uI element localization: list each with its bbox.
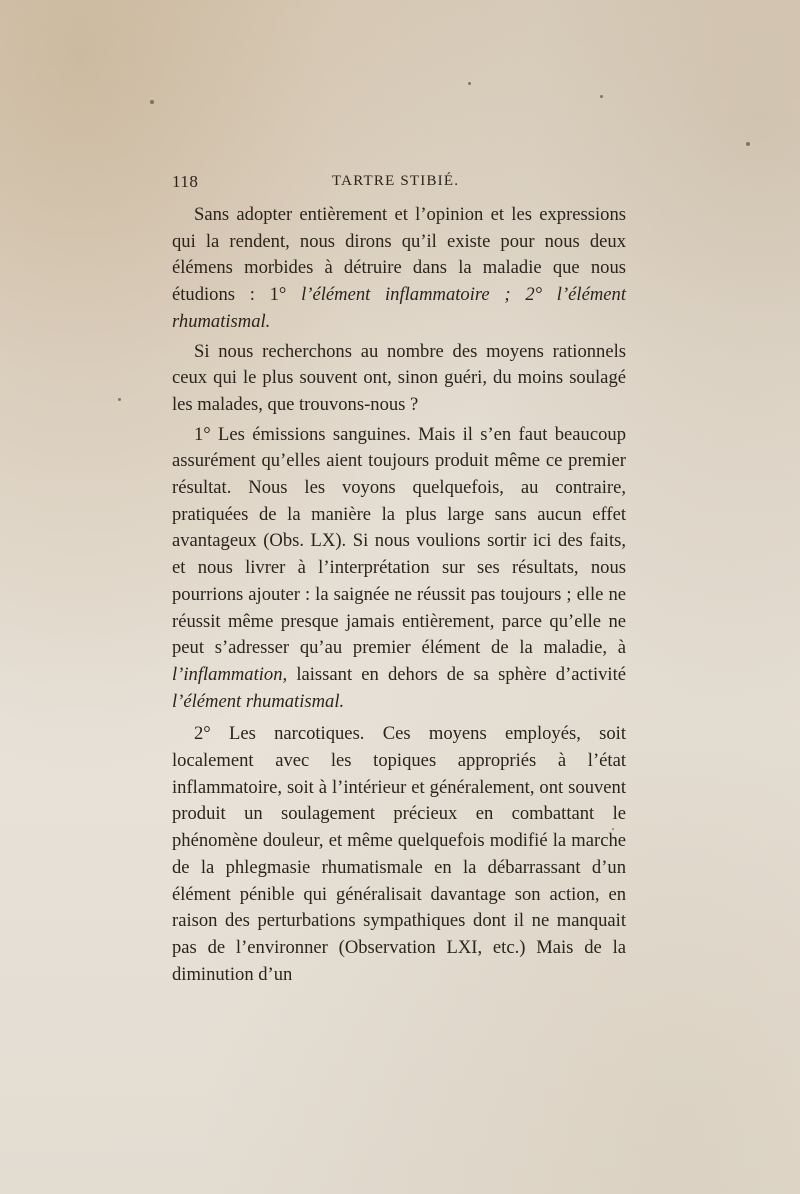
paragraph xyxy=(172,202,626,336)
paragraph xyxy=(172,422,626,716)
paragraph xyxy=(172,339,626,419)
italic-text-segment: l’élément inflammatoire ; 2° l’élément rhumatismal. xyxy=(172,284,626,332)
paper-spot xyxy=(468,82,471,85)
italic-text-segment: l’élément rhumatismal. xyxy=(172,690,345,712)
text-segment: 2° Les narcotiques. Ces moyens employés, soit localement avec les topiques appropriés à l’état inflammatoire, soit à l’intérieur et généralement, ont souvent produit un soulagement précieux en combattant le phénomène douleur, et même quelquefois modifié la marche de la phlegmasie rhumatismale en la débarrassant d’un élément pénible qui généralisait davantage son action, en raison des perturbations sympathiques dont il ne manquait pas de l’environner (Observation LXI, etc.) Mais de la diminution d’un xyxy=(172,723,626,985)
paper-spot xyxy=(600,95,603,98)
text-segment: Si nous recherchons au nombre des moyens rationnels ceux qui le plus souvent ont, sinon guéri, du moins soulagé les malades, que trouvons-nous ? xyxy=(172,340,626,415)
paper-spot xyxy=(150,100,154,104)
text-segment: 1° Les émissions sanguines. Mais il s’en faut beaucoup assurément qu’elles aient toujours produit même ce premier résultat. Nous les voyons quelquefois, au contraire, pratiquées de la manière la plus large sans aucun effet avantageux (Obs. LX). Si nous voulions sortir ici des faits, et nous livrer à l’interprétation sur ses résultats, nous pourrions ajouter : la saignée ne réussit pas toujours ; elle ne réussit même presque jamais entièrement, parce qu’elle ne peut s’adresser qu’au premier élément de la maladie, à xyxy=(172,423,626,659)
paragraph xyxy=(172,721,626,988)
text-segment: Sans adopter entièrement et l’opinion et les expressions qui la rendent, nous dirons qu’il existe pour nous deux élémens morbides à détruire dans la maladie que nous étudions : 1° xyxy=(172,204,626,306)
paper-spot xyxy=(118,398,121,401)
paper-spot xyxy=(746,142,750,146)
text-segment: laissant en dehors de sa sphère d’activité xyxy=(287,663,626,685)
page-header xyxy=(172,172,632,198)
italic-text-segment: l’inflammation, xyxy=(172,663,288,685)
running-head: TARTRE STIBIÉ. xyxy=(332,173,460,189)
page-number: 118 xyxy=(172,172,199,191)
body-text xyxy=(172,202,626,988)
